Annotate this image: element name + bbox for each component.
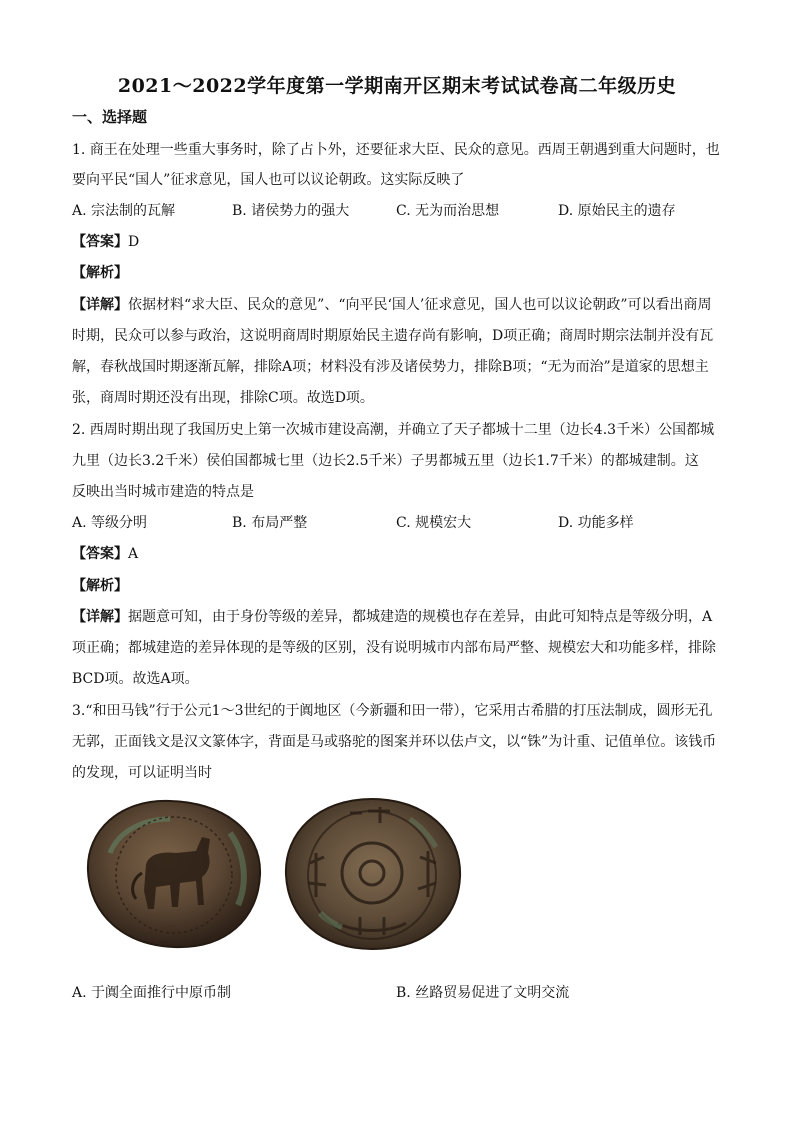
q1-detail-line-4: 张，商周时期还没有出现，排除C项。故选D项。 xyxy=(72,390,374,406)
q1-option-d: D. 原始民主的遗存 xyxy=(558,203,676,219)
q2-answer-value: A xyxy=(128,546,139,562)
q3-stem-line-1: 3.“和田马钱”行于公元1～3世纪的于阗地区（今新疆和田一带），它采用古希腊的打压法制成，圆形无孔 xyxy=(72,703,713,719)
q2-stem-line-2: 九里（边长3.2千米）侯伯国都城七里（边长2.5千米）子男都城五里（边长1.7千米）的都城建制。这 xyxy=(72,453,699,469)
answer-label: 【答案】 xyxy=(72,234,128,250)
q1-options xyxy=(72,201,722,221)
detail-label: 【详解】 xyxy=(72,297,128,313)
q1-answer xyxy=(72,232,722,252)
q1-stem-line-1: 1. 商王在处理一些重大事务时，除了占卜外，还要征求大臣、民众的意见。西周王朝遇到重大问题时，也 xyxy=(72,142,720,158)
q1-detail-line-2: 时期，民众可以参与政治，这说明商周时期原始民主遗存尚有影响，D项正确；商周时期宗法制并没有瓦 xyxy=(72,328,714,344)
q1-option-b: B. 诸侯势力的强大 xyxy=(232,203,350,219)
q3-stem-line-3: 的发现，可以证明当时 xyxy=(72,765,212,781)
hetian-coin-image xyxy=(80,793,466,953)
q2-stem-line-1: 2. 西周时期出现了我国历史上第一次城市建设高潮，并确立了天子都城十二里（边长4.3千米）公国都城 xyxy=(72,422,715,438)
q1-option-c: C. 无为而治思想 xyxy=(396,203,500,219)
q1-detail-line-1: 【详解】依据材料“求大臣、民众的意见”、“向平民‘国人’征求意见，国人也可以议论朝政”可以看出商周 xyxy=(72,297,712,313)
q1-option-a: A. 宗法制的瓦解 xyxy=(72,203,176,219)
q3-options xyxy=(72,983,722,1003)
q3-stem-line-2: 无郭，正面钱文是汉文篆体字，背面是马或骆驼的图案并环以佉卢文，以“铢”为计重、记值单位。该钱币 xyxy=(72,734,717,750)
q2-option-a: A. 等级分明 xyxy=(72,515,148,531)
q2-analysis-label: 【解析】 xyxy=(72,578,128,594)
q2-answer: 【答案】A xyxy=(72,546,139,562)
q2-option-d: D. 功能多样 xyxy=(558,515,634,531)
q2-stem-line-3: 反映出当时城市建造的特点是 xyxy=(72,484,254,500)
q3-option-b: B. 丝路贸易促进了文明交流 xyxy=(396,985,570,1001)
q1-detail-line-3: 解，春秋战国时期逐渐瓦解，排除A项；材料没有涉及诸侯势力，排除B项；“无为而治”是道家的思想主 xyxy=(72,359,709,375)
q2-option-b: B. 布局严整 xyxy=(232,515,308,531)
q2-detail-line-2: 项正确；都城建造的差异体现的是等级的区别，没有说明城市内部布局严整、规模宏大和功能多样，排除 xyxy=(72,640,716,656)
q1-answer-value: D xyxy=(128,234,140,250)
section-heading: 一、选择题 xyxy=(72,108,148,126)
q2-detail-line-1: 【详解】据题意可知，由于身份等级的差异，都城建造的规模也存在差异，由此可知特点是等级分明，A xyxy=(72,609,713,625)
q1-analysis-label: 【解析】 xyxy=(72,265,128,281)
page-title: 2021～2022学年度第一学期南开区期末考试试卷高二年级历史 xyxy=(117,75,677,97)
q2-option-c: C. 规模宏大 xyxy=(396,515,472,531)
q2-options xyxy=(72,513,722,533)
coin-obverse-horse xyxy=(88,801,260,947)
q1-stem-line-2: 要向平民“国人”征求意见，国人也可以议论朝政。这实际反映了 xyxy=(72,172,465,188)
coin-reverse-inscription xyxy=(286,799,460,949)
q3-option-a: A. 于阗全面推行中原币制 xyxy=(72,985,232,1001)
coin-illustration xyxy=(80,793,466,953)
q2-detail-line-3: BCD项。故选A项。 xyxy=(72,671,199,687)
